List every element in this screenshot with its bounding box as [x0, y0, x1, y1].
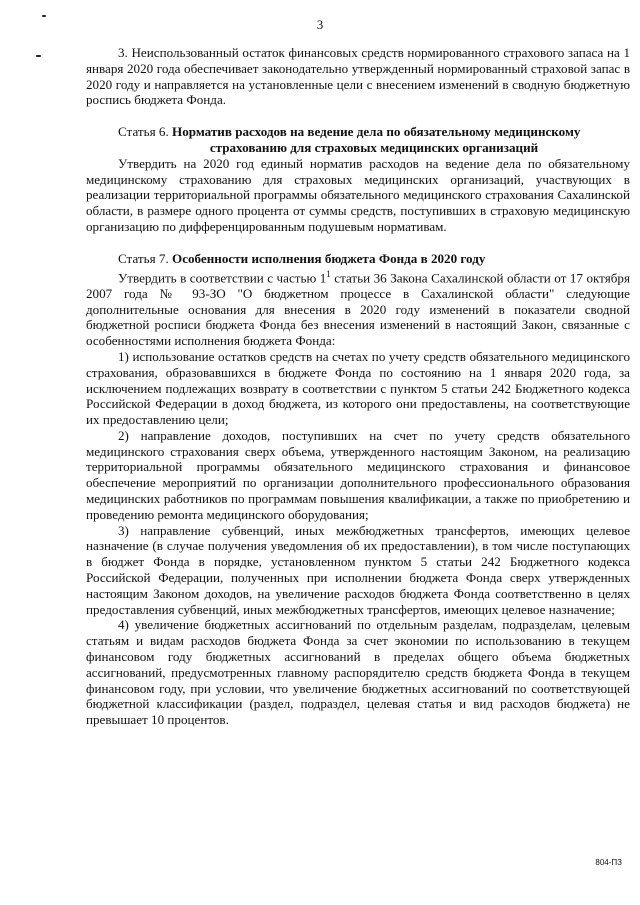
article-6-heading	[86, 124, 630, 156]
document-code: 804-ПЗ	[595, 858, 622, 867]
article-7-intro-superscript: 1	[326, 268, 331, 279]
article-6-body: Утвердить на 2020 год единый норматив расходов на ведение дела по обязательному медицинскому страхованию для страховых медицинских организаций, участвующих в реализации территориальной программы обязательного медицинского страхования Сахалинской области, в размере одного процента от суммы средств, поступивших в страховую медицинскую организацию по дифференцированным подушевым нормативам.	[86, 155, 630, 234]
scan-speck	[42, 15, 46, 17]
page-number: 3	[316, 17, 324, 32]
article-7-title: Особенности исполнения бюджета Фонда в 2020 году	[172, 250, 486, 266]
article-6-label: Статья 6.	[118, 124, 169, 140]
article-7-intro	[86, 267, 630, 349]
article-7-heading	[86, 251, 630, 267]
document-body	[86, 45, 630, 728]
article-7-item-2: 2) направление доходов, поступивших на счет по учету средств обязательного медицинского страхования сверх объема, утвержденного настоящим Законом, на реализацию территориальной программы обязательного медицинского страхования и финансовое обеспечение мероприятий по организации дополнительного профессионального образования медицинских работников по программам повышения квалификации, а также по приобретению и проведению ремонта медицинского оборудования;	[86, 427, 630, 522]
article-7-label: Статья 7.	[118, 250, 169, 266]
article-7-intro-end: статьи 36 Закона Сахалинской области от 17 октября 2007 года № 93-ЗО "О бюджетном процессе в Сахалинской области" следующие дополнительные основания для внесения в 2020 году изменений в показатели сводной бюджетной росписи бюджета Фонда без внесения изменений в настоящий Закон, связанные с особенностями исполнения бюджета Фонда:	[86, 269, 630, 349]
paragraph-unused-reserve: 3. Неиспользованный остаток финансовых средств нормированного страхового запаса на 1 января 2020 года обеспечивает законодательно утвержденный нормированный страховой запас в 2020 году и направляется на установленные цели с внесением изменений в сводную бюджетную роспись бюджета Фонда.	[86, 45, 630, 108]
article-7-item-1: 1) использование остатков средств на счетах по учету средств обязательного медицинского страхования, образовавшихся в бюджете Фонда по состоянию на 1 января 2020 года, за исключением подлежащих возврату в соответствии с пунктом 5 статьи 242 Бюджетного кодекса Российской Федерации в доход бюджета, из которого они предоставлены, на соответствующие их предоставлению цели;	[86, 348, 630, 428]
article-7-item-4: 4) увеличение бюджетных ассигнований по отдельным разделам, подразделам, целевым статьям и видам расходов бюджета Фонда за счет экономии по использованию в текущем финансовом году бюджетных ассигнований в пределах общего объема бюджетных ассигнований, предусмотренных главному распорядителю средств бюджета Фонда в текущем финансовом году, при условии, что увеличение бюджетных ассигнований по соответствующей бюджетной классификации (раздел, подраздел, целевая статья и вид расходов бюджета) не превышает 10 процентов.	[86, 617, 630, 728]
scan-speck	[36, 55, 41, 57]
article-7-intro-start: Утвердить в соответствии с частью 1	[118, 269, 327, 285]
article-6-title-line1: Норматив расходов на ведение дела по обязательному медицинскому	[172, 124, 581, 140]
article-6-title-line2: страхованию для страховых медицинских организаций	[209, 139, 539, 155]
article-7-item-3: 3) направление субвенций, иных межбюджетных трансфертов, имеющих целевое назначение (в случае получения уведомления об их предоставлении), в том числе поступающих в бюджет Фонда в порядке, установленном пунктом 5 статьи 242 Бюджетного кодекса Российской Федерации, полученных при исполнении бюджета Фонда сверх утвержденных настоящим Законом доходов, на увеличение расходов бюджета Фонда соответственно в целях предоставления субвенций, иных межбюджетных трансфертов, имеющих целевое назначение;	[86, 522, 630, 617]
